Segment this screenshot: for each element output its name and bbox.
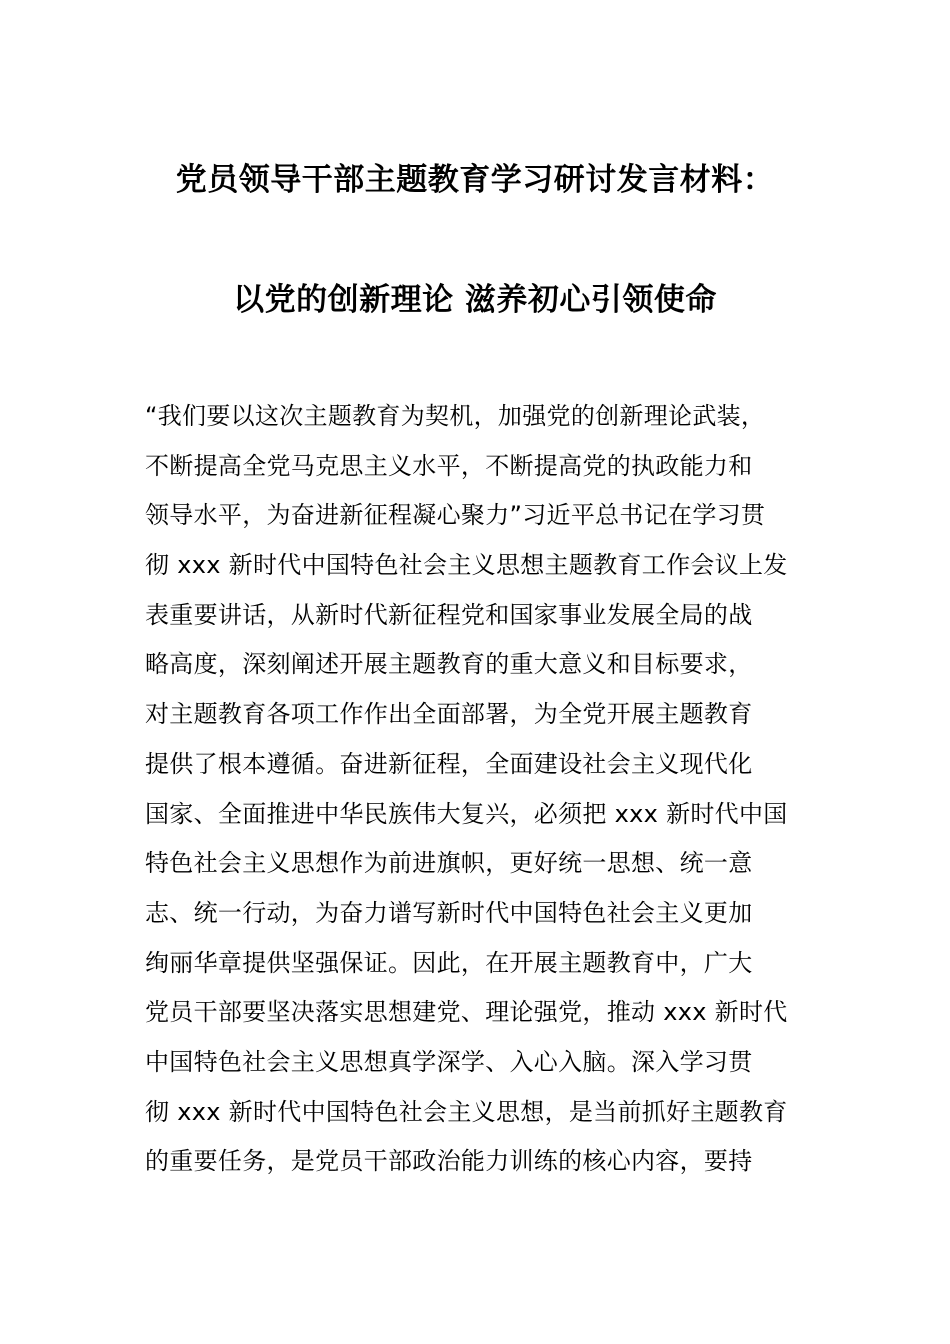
body-line: 表重要讲话，从新时代新征程党和国家事业发展全局的战 xyxy=(145,600,753,629)
body-line: 中国特色社会主义思想真学深学、入心入脑。深入学习贯 xyxy=(145,1047,753,1076)
body-line: 对主题教育各项工作作出全面部署，为全党开展主题教育 xyxy=(145,700,753,729)
body-line: 领导水平，为奋进新征程凝心聚力”习近平总书记在学习贯 xyxy=(145,501,766,530)
body-line: 略高度，深刻阐述开展主题教育的重大意义和目标要求， xyxy=(145,650,753,679)
body-line: 提供了根本遵循。奋进新征程，全面建设社会主义现代化 xyxy=(145,749,753,778)
body-line: “我们要以这次主题教育为契机，加强党的创新理论武装， xyxy=(145,402,766,430)
body-paragraph xyxy=(145,392,815,1187)
body-line: 党员干部要坚决落实思想建党、理论强党，推动 xxx 新时代 xyxy=(145,998,788,1027)
body-line: 彻 xxx 新时代中国特色社会主义思想主题教育工作会议上发 xyxy=(145,551,788,580)
document-title-line-1: 党员领导干部主题教育学习研讨发言材料： xyxy=(175,162,775,198)
document-title-line-2: 以党的创新理论 滋养初心引领使命 xyxy=(233,282,717,318)
body-line: 不断提高全党马克思主义水平，不断提高党的执政能力和 xyxy=(145,451,753,480)
body-line: 国家、全面推进中华民族伟大复兴，必须把 xxx 新时代中国 xyxy=(145,799,788,828)
body-line: 特色社会主义思想作为前进旗帜，更好统一思想、统一意 xyxy=(145,849,753,878)
body-line: 绚丽华章提供坚强保证。因此，在开展主题教育中，广大 xyxy=(145,948,753,977)
body-line: 彻 xxx 新时代中国特色社会主义思想，是当前抓好主题教育 xyxy=(145,1097,788,1126)
body-line: 志、统一行动，为奋力谱写新时代中国特色社会主义更加 xyxy=(145,898,753,927)
body-line: 的重要任务，是党员干部政治能力训练的核心内容，要持 xyxy=(145,1147,753,1176)
